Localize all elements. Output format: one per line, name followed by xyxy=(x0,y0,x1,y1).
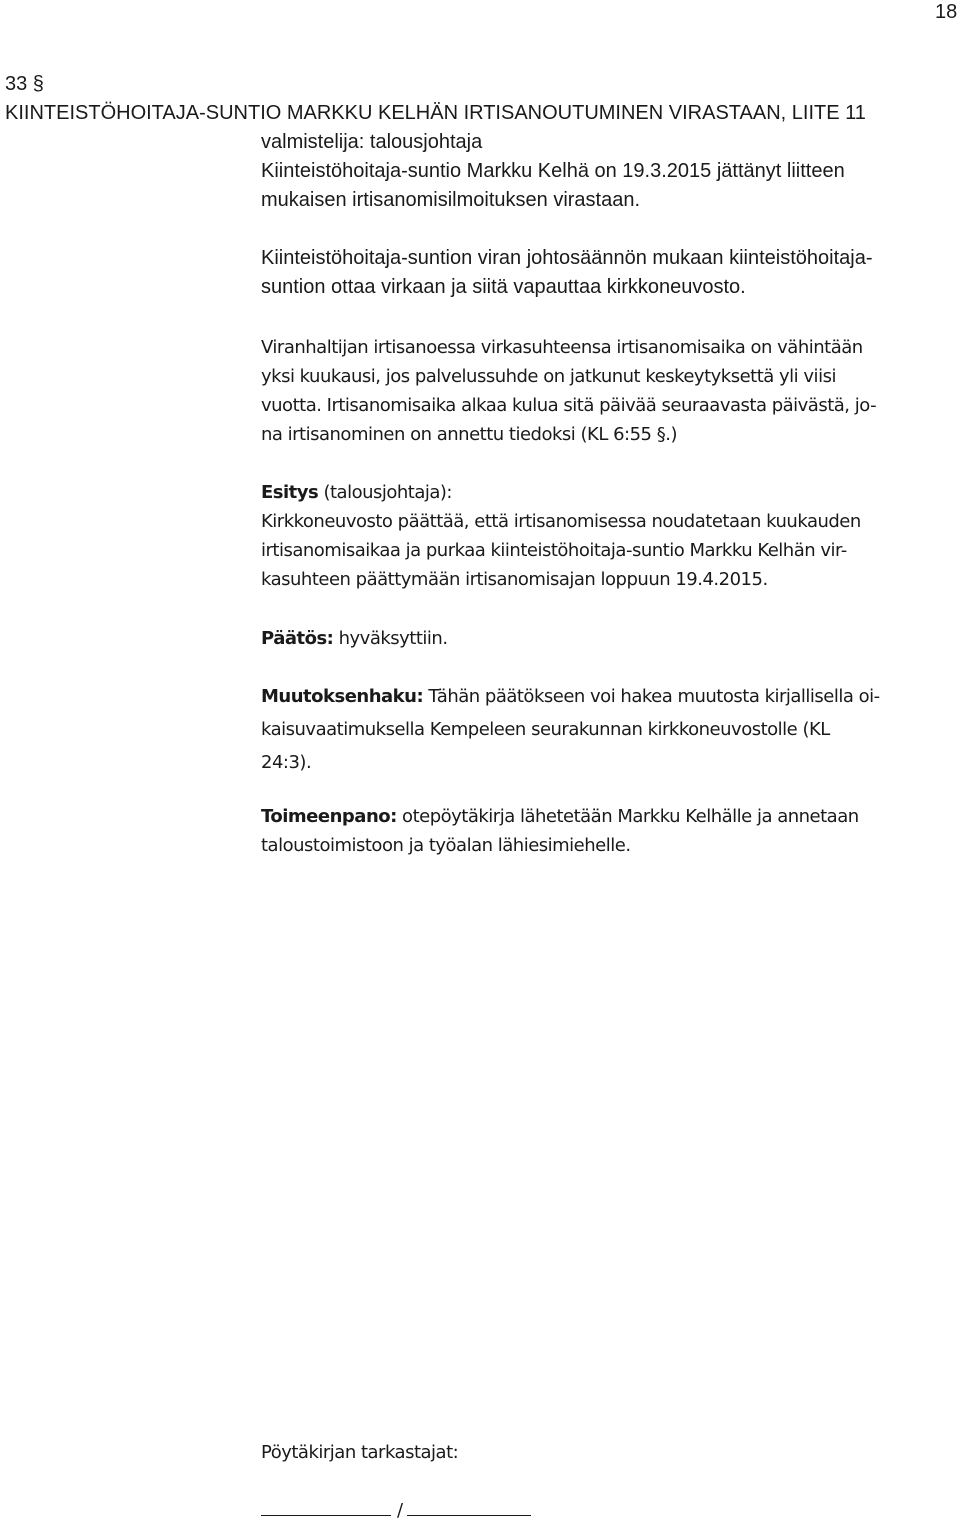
decision xyxy=(261,624,448,653)
decision-label: Päätös: xyxy=(261,628,334,649)
execution-label: Toimeenpano: xyxy=(261,806,397,827)
proposal-line-3: kasuhteen päättymään irtisanomisajan loppuun 19.4.2015. xyxy=(261,569,768,590)
appeal-text-1: Tähän päätökseen voi hakea muutosta kirjallisella oi- xyxy=(423,686,880,707)
proposal-line-2: irtisanomisaikaa ja purkaa kiinteistöhoitaja-suntio Markku Kelhän vir- xyxy=(261,540,847,561)
rule-line-2: suntion ottaa virkaan ja siitä vapauttaa kirkkoneuvosto. xyxy=(261,276,746,298)
execution-text-1: otepöytäkirja lähetetään Markku Kelhälle ja annetaan xyxy=(396,806,859,827)
preparer-line: valmistelija: talousjohtaja xyxy=(261,131,483,153)
proposal-label-suffix: (talousjohtaja): xyxy=(318,482,452,503)
notice-line-1: Viranhaltijan irtisanoessa virkasuhteensa irtisanomisaika on vähintään xyxy=(261,337,863,358)
signature-separator: / xyxy=(397,1500,403,1521)
signature-line-right xyxy=(407,1497,531,1516)
appeal-line-3: 24:3). xyxy=(261,752,312,773)
notice-line-3: vuotta. Irtisanomisaika alkaa kulua sitä päivää seuraavasta päivästä, jo- xyxy=(261,395,877,416)
appeal-line-2: kaisuvaatimuksella Kempeleen seurakunnan kirkkoneuvostolle (KL xyxy=(261,719,830,740)
execution-line-1 xyxy=(261,802,859,831)
notice-line-4: na irtisanominen on annettu tiedoksi (KL 6:55 §.) xyxy=(261,424,677,445)
rule-line-1: Kiinteistöhoitaja-suntion viran johtosäännön mukaan kiinteistöhoitaja- xyxy=(261,247,873,269)
execution-line-2: taloustoimistoon ja työalan lähiesimiehelle. xyxy=(261,835,631,856)
appeal-label: Muutoksenhaku: xyxy=(261,686,424,707)
section-title: KIINTEISTÖHOITAJA-SUNTIO MARKKU KELHÄN IRTISANOUTUMINEN VIRASTAAN, LIITE 11 xyxy=(5,102,866,124)
signature-lines xyxy=(261,1496,531,1525)
inspectors-label: Pöytäkirjan tarkastajat: xyxy=(261,1442,459,1463)
proposal-label: Esitys xyxy=(261,482,319,503)
section-number: 33 § xyxy=(5,73,44,95)
appeal-line-1 xyxy=(261,682,880,711)
intro-line-2: mukaisen irtisanomisilmoituksen virastaan. xyxy=(261,189,641,211)
intro-line-1: Kiinteistöhoitaja-suntio Markku Kelhä on 19.3.2015 jättänyt liitteen xyxy=(261,160,845,182)
proposal-heading xyxy=(261,478,452,507)
signature-line-left xyxy=(261,1497,391,1516)
page-number: 18 xyxy=(935,1,958,23)
notice-line-2: yksi kuukausi, jos palvelussuhde on jatkunut keskeytyksettä yli viisi xyxy=(261,366,836,387)
decision-text: hyväksyttiin. xyxy=(333,628,448,649)
proposal-line-1: Kirkkoneuvosto päättää, että irtisanomisessa noudatetaan kuukauden xyxy=(261,511,861,532)
